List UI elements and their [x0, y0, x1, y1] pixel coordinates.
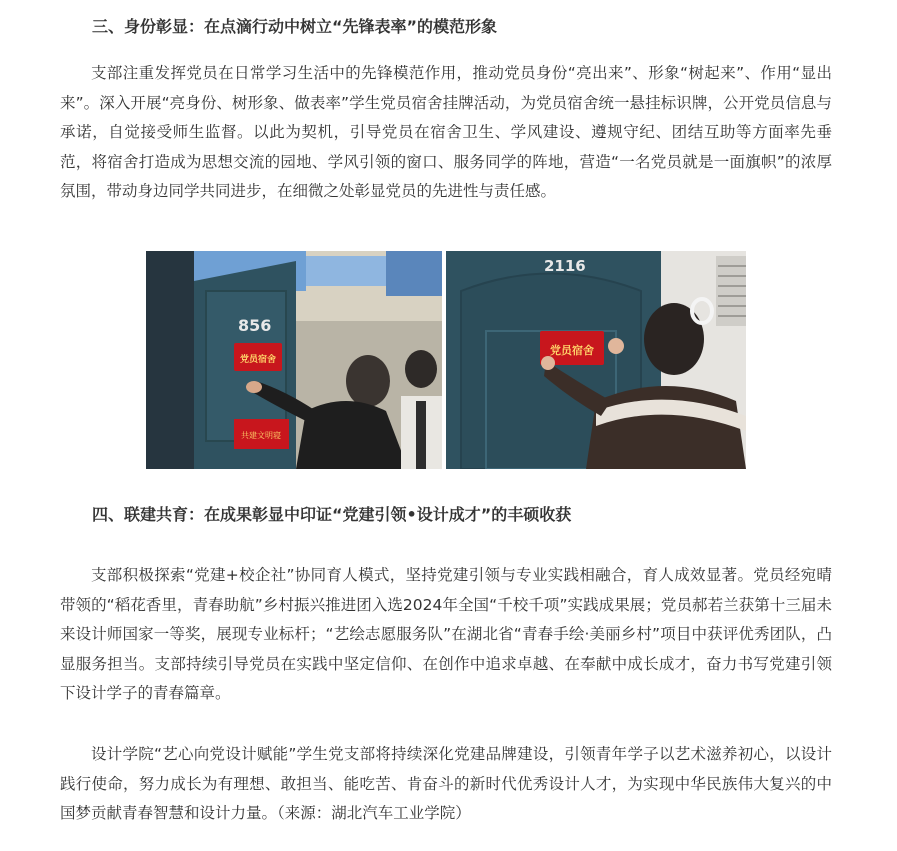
photo-strip: [146, 251, 746, 469]
door-number-2116: 2116: [544, 257, 586, 275]
sign-text-left: 党员宿舍: [239, 355, 277, 365]
section-3-heading: 三、身份彰显：在点滴行动中树立“先锋表率”的模范形象: [92, 17, 498, 36]
closing-paragraph: 设计学院“艺心向党设计赋能”学生党支部将持续深化党建品牌建设，引领青年学子以艺术滋养初心，以设计践行使命，努力成长为有理想、敢担当、能吃苦、肯奋斗的新时代优秀设计人才，为实现中华民族伟大复兴的中国梦贡献青春智慧和设计力量。（来源：湖北汽车工业学院）: [60, 745, 832, 823]
sign-text-right: 党员宿舍: [550, 344, 594, 357]
section-4-paragraph: 支部积极探索“党建+校企社”协同育人模式，坚持党建引领与专业实践相融合，育人成效显著。党员经宛晴带领的“稻花香里，青春助航”乡村振兴推进团入选2024年全国“千校千项”实践成果展；党员郝若兰获第十三届未来设计师国家一等奖，展现专业标杆；“艺绘志愿服务队”在湖北省“青春手绘·美丽乡村”项目中获评优秀团队，凸显服务担当。支部持续引导党员在实践中坚定信仰、在创作中追求卓越、在奉献中成长成才，奋力书写党建引领下设计学子的青春篇章。: [60, 566, 832, 703]
photo-dorm-856: [146, 251, 442, 469]
door-number-856: 856: [238, 316, 272, 335]
lower-sign-text: 共建文明寝: [241, 431, 281, 440]
section-4-heading: 四、联建共育：在成果彰显中印证“党建引领•设计成才”的丰硕收获: [92, 505, 572, 524]
section-3-paragraph: 支部注重发挥党员在日常学习生活中的先锋模范作用，推动党员身份“亮出来”、形象“树起来”、作用“显出来”。深入开展“亮身份、树形象、做表率”学生党员宿舍挂牌活动，为党员宿舍统一悬挂标识牌，公开党员信息与承诺，自觉接受师生监督。以此为契机，引导党员在宿舍卫生、学风建设、遵规守纪、团结互助等方面率先垂范，将宿舍打造成为思想交流的园地、学风引领的窗口、服务同学的阵地，营造“一名党员就是一面旗帜”的浓厚氛围，带动身边同学共同进步，在细微之处彰显党员的先进性与责任感。: [60, 64, 832, 201]
photo-dorm-2116: [446, 251, 746, 469]
